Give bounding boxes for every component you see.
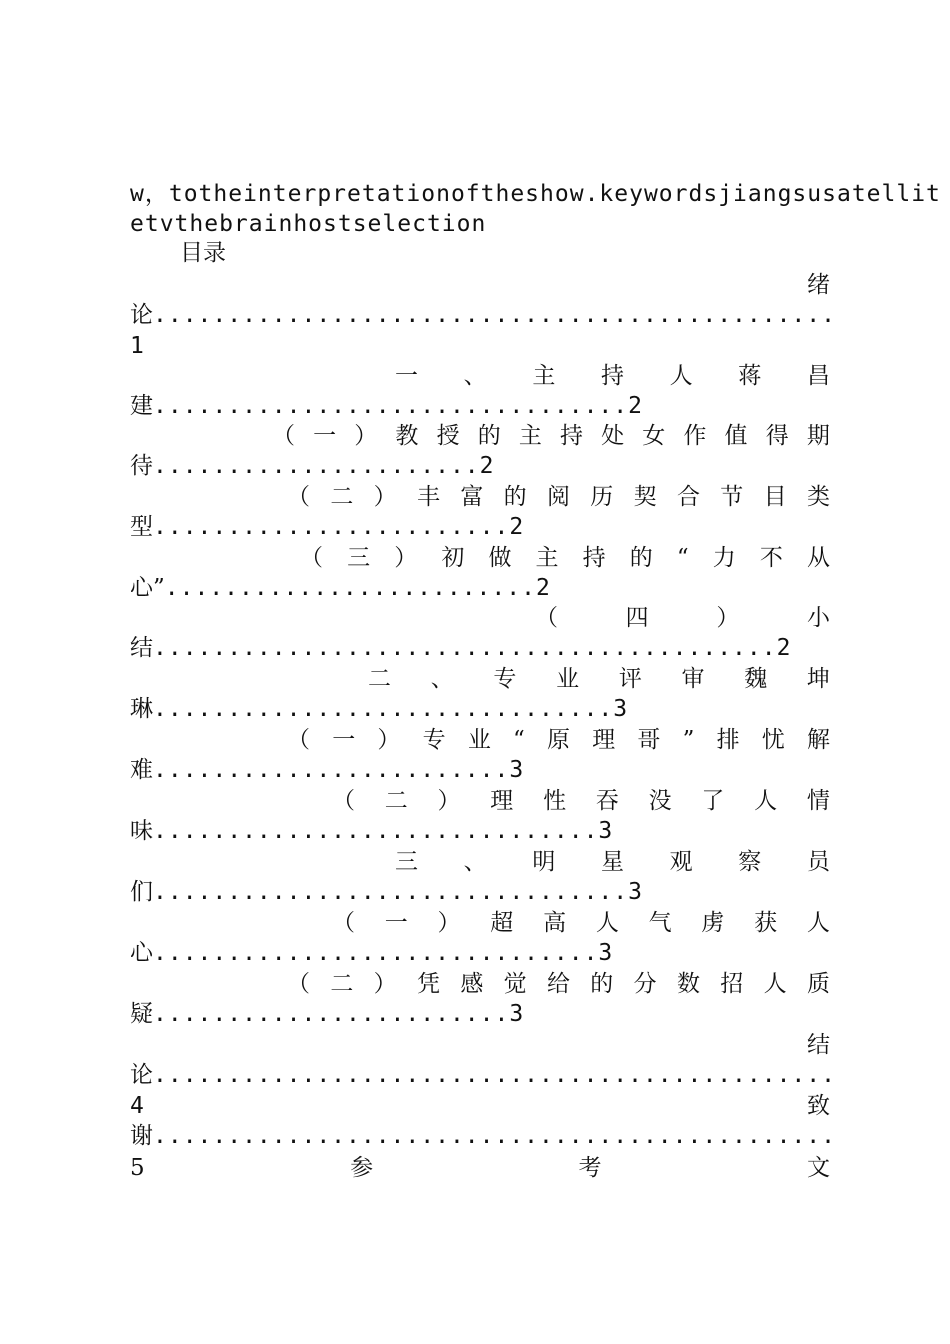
toc-last-char: 考: [578, 1155, 602, 1181]
toc-entry-leader: [130, 451, 830, 481]
toc-title-char: 三: [395, 849, 418, 875]
toc-entry-leader: [130, 755, 830, 785]
toc-title-char: 数: [676, 971, 700, 997]
toc-title-char: 吞: [595, 788, 619, 814]
toc-title-char: 解: [806, 727, 830, 753]
toc-title-char: 感: [460, 971, 484, 997]
toc-title-char: 持: [600, 363, 624, 389]
toc-title-char: 情: [806, 788, 830, 814]
toc-title-char: 合: [676, 484, 700, 510]
toc-title-end: 待: [130, 453, 153, 479]
toc-page-number: 1: [130, 333, 145, 359]
toc-title-end: 心”: [130, 575, 165, 601]
toc-title-char: 招: [720, 971, 744, 997]
toc-title-char: ）: [377, 727, 401, 753]
toc-title-char: 二: [368, 666, 391, 692]
toc-title-char: 业: [556, 666, 580, 692]
toc-title-char: 高: [543, 910, 567, 936]
toc-title-char: 一: [332, 727, 356, 753]
toc-title-char: 、: [463, 849, 487, 875]
toc-title-char: ）: [394, 545, 418, 571]
toc-entry-title: [395, 361, 830, 391]
toc-title-char: 主: [532, 363, 556, 389]
toc-last-page-number: 5: [130, 1155, 145, 1181]
toc-title-char: 丰: [416, 484, 440, 510]
toc-title-char: ）: [437, 910, 461, 936]
toc-title-end: 论: [130, 1062, 153, 1088]
toc-dot-leader: .........................: [164, 575, 536, 601]
toc-title-char: （: [300, 545, 323, 571]
toc-title-char: （: [332, 788, 355, 814]
toc-dot-leader: ...............................: [153, 696, 614, 722]
toc-title-char: 授: [436, 423, 460, 449]
toc-page-number: 4: [130, 1093, 145, 1119]
toc-dot-leader: ..............................................: [153, 1062, 836, 1088]
toc-title-char: 绪: [807, 272, 830, 298]
toc-last-line: [130, 1153, 830, 1183]
toc-dot-leader: ........................: [153, 514, 510, 540]
toc-title-char: 了: [701, 788, 725, 814]
toc-title-char: 性: [543, 788, 567, 814]
toc-title-char: 类: [806, 484, 830, 510]
toc-title-end: 型: [130, 514, 153, 540]
toc-entry-title: [807, 270, 830, 300]
toc-entry-title: [395, 847, 830, 877]
toc-title-char: 质: [806, 971, 830, 997]
toc-title-end: 难: [130, 757, 153, 783]
toc-page-number: 2: [479, 453, 495, 479]
toc-entry-title: [287, 482, 830, 512]
toc-dot-leader: ........................: [153, 1001, 510, 1027]
toc-title-char: （: [287, 727, 310, 753]
toc-title-end: 结: [130, 635, 153, 661]
toc-dot-leader: ..............................: [153, 940, 599, 966]
toc-last-char: 文: [807, 1155, 830, 1181]
toc-entry-title: [287, 969, 830, 999]
toc-title-char: 超: [490, 910, 514, 936]
toc-entry-leader: [130, 300, 836, 330]
toc-page-number: 3: [598, 940, 614, 966]
toc-title-char: 四: [625, 605, 649, 631]
toc-title-char: 作: [683, 423, 707, 449]
toc-title-char: 不: [759, 545, 783, 571]
toc-title-char: 持: [582, 545, 606, 571]
toc-title-char: 员: [806, 849, 830, 875]
toc-page-number: 3: [598, 818, 614, 844]
toc-title-end: 琳: [130, 696, 153, 722]
toc-entry-title: [535, 603, 830, 633]
toc-title-char: 理: [592, 727, 616, 753]
toc-title-char: 的: [503, 484, 527, 510]
toc-title-char: 教: [395, 423, 419, 449]
toc-title-char: 、: [430, 666, 454, 692]
toc-page-number: 2: [509, 514, 525, 540]
toc-title-char: 蒋: [738, 363, 762, 389]
toc-title-char: 专: [422, 727, 446, 753]
toc-title-char: 做: [488, 545, 512, 571]
toc-title-char: “: [676, 545, 689, 571]
toc-entry-title: [332, 908, 830, 938]
toc-title-char: 坤: [806, 666, 830, 692]
toc-title-char: 审: [681, 666, 705, 692]
toc-dot-leader: ................................: [153, 393, 629, 419]
toc-title-char: 处: [601, 423, 625, 449]
toc-title-char: 凭: [416, 971, 440, 997]
toc-title-char: 的: [629, 545, 653, 571]
toc-title-end: 论: [130, 302, 153, 328]
toc-title-char: （: [332, 910, 355, 936]
toc-title-char: 主: [518, 423, 542, 449]
toc-heading: 目录: [180, 240, 226, 266]
toc-title-char: （: [535, 605, 558, 631]
toc-dot-leader: ..............................................: [153, 1123, 836, 1149]
toc-title-char: 历: [590, 484, 614, 510]
toc-title-char: （: [272, 423, 295, 449]
toc-last-char: 参: [350, 1155, 374, 1181]
toc-entry-leader: [130, 694, 830, 724]
toc-title-char: ）: [716, 605, 740, 631]
toc-title-char: 目: [763, 484, 787, 510]
toc-title-char: 值: [724, 423, 748, 449]
toc-title-char: 观: [669, 849, 693, 875]
toc-page-number: 3: [509, 757, 525, 783]
abstract-line-1: w，totheinterpretationoftheshow.keywordsjiangsusatellit: [130, 181, 941, 207]
toc-title-char: 原: [546, 727, 570, 753]
toc-title-char: ）: [373, 971, 397, 997]
toc-title-char: 魏: [744, 666, 768, 692]
toc-entry-leader: [130, 816, 830, 846]
toc-dot-leader: ......................: [153, 453, 480, 479]
toc-title-char: 主: [535, 545, 559, 571]
toc-title-char: （: [287, 971, 310, 997]
toc-entry-title: [272, 421, 830, 451]
toc-title-char: 节: [720, 484, 744, 510]
toc-title-char: 持: [559, 423, 583, 449]
toc-title-end: 心: [130, 940, 153, 966]
toc-title-char: 昌: [806, 363, 830, 389]
toc-title-char: 的: [477, 423, 501, 449]
toc-title-char: 力: [712, 545, 736, 571]
toc-title-char: 人: [595, 910, 619, 936]
toc-title-char: 给: [546, 971, 570, 997]
toc-title-char: 排: [716, 727, 740, 753]
toc-title-char: 理: [490, 788, 514, 814]
toc-title-end: 谢: [130, 1123, 153, 1149]
toc-title-char: 获: [754, 910, 778, 936]
toc-title-char: 没: [648, 788, 672, 814]
toc-entry-leader: [130, 391, 830, 421]
toc-title-char: 人: [763, 971, 787, 997]
toc-title-char: 察: [738, 849, 762, 875]
toc-title-char: 一: [395, 363, 418, 389]
toc-page-number: 3: [613, 696, 629, 722]
toc-title-char: 评: [618, 666, 642, 692]
toc-title-end: 建: [130, 393, 153, 419]
toc-entry-leader: [130, 512, 830, 542]
toc-entry-title: [807, 1030, 830, 1060]
toc-title-char: 一: [313, 423, 337, 449]
toc-title-char: 、: [463, 363, 487, 389]
toc-title-char: 业: [467, 727, 491, 753]
toc-entry-leader: [130, 999, 830, 1029]
toc-title-char: 女: [642, 423, 666, 449]
toc-title-char: 人: [754, 788, 778, 814]
toc-title-char: 期: [806, 423, 830, 449]
toc-page-number: 2: [535, 575, 551, 601]
toc-dot-leader: ................................: [153, 879, 629, 905]
toc-dot-leader: ..............................: [153, 818, 599, 844]
toc-title-char: ）: [373, 484, 397, 510]
toc-title-char: 致: [807, 1093, 830, 1119]
toc-title-char: 觉: [503, 971, 527, 997]
toc-title-char: 人: [669, 363, 693, 389]
toc-title-end: 们: [130, 879, 153, 905]
toc-entry-leader: [130, 633, 830, 663]
toc-title-char: 三: [347, 545, 371, 571]
toc-entry-title: [287, 725, 830, 755]
toc-entry-title: [368, 664, 830, 694]
toc-page-number: 3: [509, 1001, 525, 1027]
toc-title-char: 专: [493, 666, 517, 692]
toc-page-number: 2: [776, 635, 792, 661]
toc-entry-title: [332, 786, 830, 816]
toc-page-number: 2: [628, 393, 643, 419]
toc-title-char: “: [513, 727, 525, 753]
toc-title-char: 初: [441, 545, 465, 571]
toc-title-char: 富: [460, 484, 484, 510]
toc-title-char: 哥: [637, 727, 661, 753]
toc-dot-leader: ........................: [153, 757, 510, 783]
toc-entry-leader: [130, 938, 830, 968]
toc-title-char: 契: [633, 484, 657, 510]
toc-title-char: 星: [600, 849, 624, 875]
toc-entry-leader: [130, 573, 830, 603]
toc-title-char: 气: [648, 910, 672, 936]
toc-title-char: 结: [807, 1032, 830, 1058]
toc-title-char: 二: [330, 484, 354, 510]
toc-entry-leader: [130, 1060, 836, 1090]
toc-entry-title: [300, 543, 830, 573]
toc-title-char: 一: [384, 910, 408, 936]
toc-title-char: （: [287, 484, 310, 510]
toc-entry-leader: [130, 1121, 836, 1151]
toc-title-end: 疑: [130, 1001, 153, 1027]
toc-title-char: 虏: [701, 910, 725, 936]
toc-entry-title: [807, 1091, 830, 1121]
toc-title-char: 二: [384, 788, 408, 814]
toc-title-char: ”: [682, 727, 695, 753]
toc-title-char: 的: [590, 971, 614, 997]
toc-title-char: 得: [765, 423, 789, 449]
toc-title-char: 小: [806, 605, 830, 631]
toc-entry-leader: [130, 877, 830, 907]
toc-title-char: 从: [806, 545, 830, 571]
toc-title-char: 忧: [761, 727, 785, 753]
toc-title-char: ）: [354, 423, 378, 449]
toc-title-char: 二: [330, 971, 354, 997]
toc-dot-leader: ..............................................: [153, 302, 836, 328]
toc-title-char: 人: [806, 910, 830, 936]
toc-title-end: 味: [130, 818, 153, 844]
toc-dot-leader: ..........................................: [153, 635, 777, 661]
toc-title-char: ）: [437, 788, 461, 814]
toc-title-char: 分: [633, 971, 657, 997]
toc-page-number: 3: [628, 879, 643, 905]
toc-title-char: 明: [532, 849, 556, 875]
abstract-line-2: etvthebrainhostselection: [130, 211, 487, 237]
toc-title-char: 阅: [546, 484, 570, 510]
